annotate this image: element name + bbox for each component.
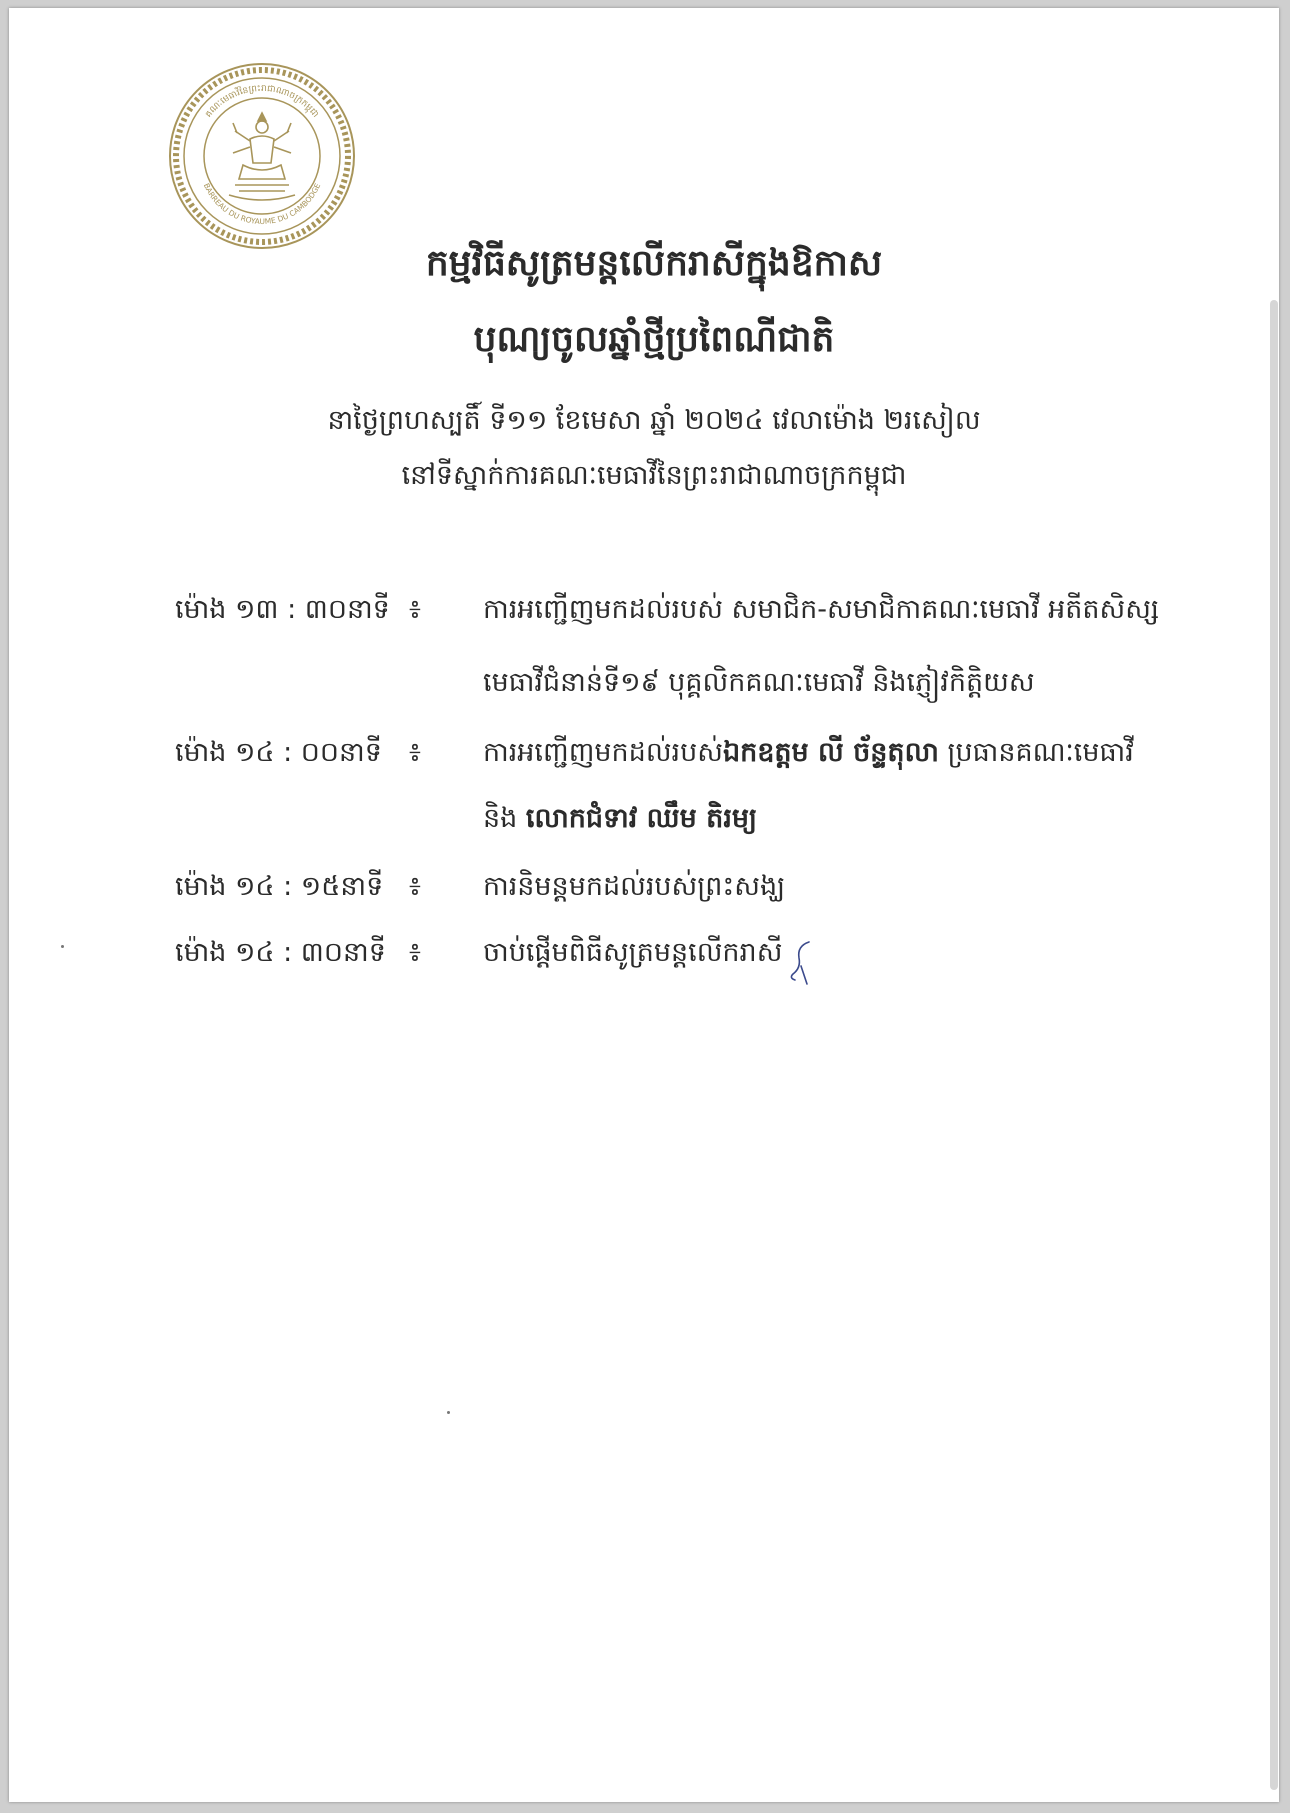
schedule-separator: ៖	[409, 937, 421, 968]
program-subtitle-occasion: បុណ្យចូលឆ្នាំថ្មីប្រពៃណីជាតិ	[473, 319, 835, 360]
event-date-time: នាថ្ងៃព្រហស្បតិ៍ ទី១១ ខែមេសា ឆ្នាំ ២០២៤ វេលាម៉ោង ២រសៀល	[327, 405, 981, 436]
schedule-text: ប្រធានគណៈមេធាវី	[938, 737, 1134, 768]
handwritten-mark	[787, 938, 817, 988]
guest-name-spouse: លោកជំទាវ ឈឹម តិរម្យ	[525, 803, 758, 834]
schedule-time: ម៉ោង ១៤ : ៣០នាទី	[175, 937, 386, 968]
schedule-separator: ៖	[409, 737, 421, 768]
svg-text:BARREAU DU ROYAUME DU CAMBODGE: BARREAU DU ROYAUME DU CAMBODGE	[201, 181, 323, 227]
scrollbar[interactable]	[1270, 300, 1278, 1790]
schedule-separator: ៖	[409, 594, 421, 625]
svg-text:គណៈមេធាវីនៃព្រះរាជាណាចក្រកម្ពុ: គណៈមេធាវីនៃព្រះរាជាណាចក្រកម្ពុជា	[203, 83, 321, 120]
schedule-time: ម៉ោង ១៤ : ១៥នាទី	[175, 871, 384, 902]
schedule-description	[483, 736, 1203, 775]
program-title: កម្មវិធីសូត្រមន្តលើករាសីក្នុងឱកាស	[425, 243, 883, 284]
schedule-text: ការអញ្ជើញមកដល់របស់	[483, 737, 723, 768]
guest-name-president: ឯកឧត្តម លី ច័ន្ទតុលា	[722, 737, 939, 768]
bar-association-seal	[167, 61, 357, 251]
scan-speck	[61, 945, 64, 948]
schedule-text: និង	[483, 803, 526, 834]
schedule-separator: ៖	[409, 871, 421, 902]
schedule-time: ម៉ោង ១៤ : ០០នាទី	[175, 737, 382, 768]
schedule-description-cont: មេធាវីជំនាន់ទី១៩ បុគ្គលិកគណៈមេធាវី និងភ្ញៀវកិត្តិយស	[483, 667, 1035, 698]
schedule-description: ការនិមន្តមកដល់របស់ព្រះសង្ឃ	[483, 871, 786, 902]
schedule-description: ការអញ្ជើញមកដល់របស់ សមាជិក-សមាជិកាគណៈមេធាវី អតីតសិស្ស	[483, 594, 1160, 625]
schedule-description-cont	[483, 802, 1203, 841]
scan-speck	[447, 1411, 450, 1414]
event-location: នៅទីស្នាក់ការគណៈមេធាវីនៃព្រះរាជាណាចក្រកម្ពុជា	[401, 460, 907, 491]
schedule-description: ចាប់ផ្តើមពិធីសូត្រមន្តលើករាសី	[483, 937, 783, 968]
document-page	[9, 8, 1279, 1802]
schedule-time: ម៉ោង ១៣ : ៣០នាទី	[175, 594, 390, 625]
